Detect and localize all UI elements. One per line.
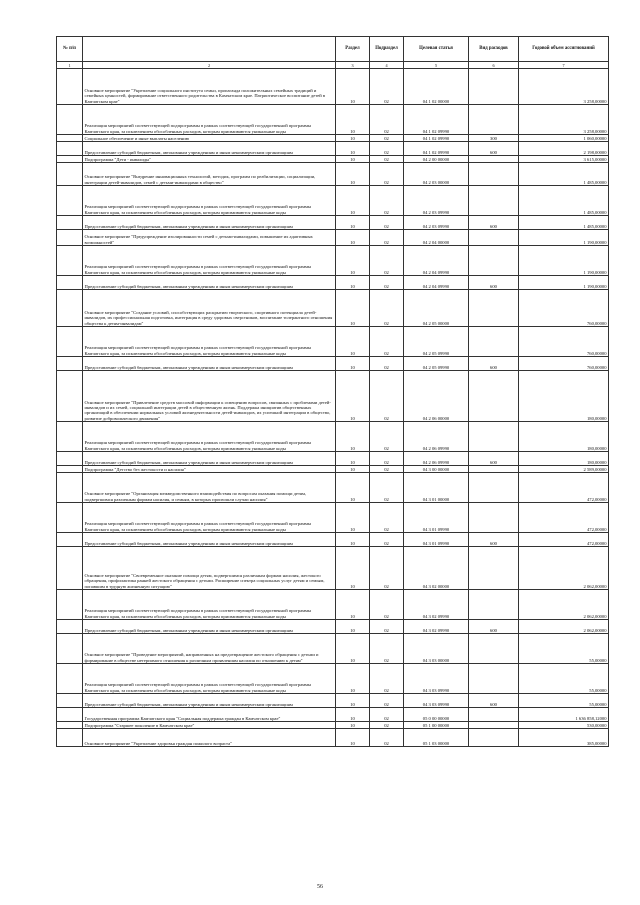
cell-num [57, 216, 83, 230]
table-row [57, 634, 609, 664]
cell-target: 04 2 06 09990 [404, 452, 469, 466]
cell-section: 10 [336, 230, 370, 246]
cell-amount: 2 589,00000 [519, 466, 609, 473]
cell-section: 10 [336, 142, 370, 156]
cell-num [57, 246, 83, 276]
cell-section: 10 [336, 290, 370, 327]
cell-section: 10 [336, 708, 370, 722]
header-row [57, 37, 609, 62]
cell-expense [469, 186, 519, 216]
cell-num [57, 69, 83, 105]
table-row [57, 708, 609, 722]
cell-expense [469, 246, 519, 276]
cell-expense [469, 371, 519, 422]
cell-section: 10 [336, 246, 370, 276]
cell-target: 04 2 03 09990 [404, 216, 469, 230]
cell-subsection: 02 [370, 163, 404, 186]
cell-expense [469, 466, 519, 473]
cell-expense [469, 664, 519, 694]
cell-expense: 600 [469, 142, 519, 156]
cell-subsection: 02 [370, 357, 404, 371]
cell-subsection: 02 [370, 290, 404, 327]
cell-section: 10 [336, 620, 370, 634]
col-index: 7 [519, 62, 609, 69]
cell-name: Подпрограмма "Старшее поколение в Камчатском крае" [83, 722, 336, 729]
cell-amount: 2 198,00000 [519, 142, 609, 156]
cell-expense [469, 156, 519, 163]
cell-subsection: 02 [370, 156, 404, 163]
cell-expense [469, 722, 519, 729]
cell-name: Государственная программа Камчатского края "Социальная поддержка граждан в Камчатском крае" [83, 708, 336, 722]
cell-num [57, 590, 83, 620]
col-header-expense: Вид расходов [469, 37, 519, 62]
cell-subsection: 02 [370, 371, 404, 422]
cell-target: 04 2 04 09990 [404, 246, 469, 276]
cell-target: 04 2 06 00000 [404, 371, 469, 422]
cell-amount: 55,00000 [519, 634, 609, 664]
cell-name: Основное мероприятие "Укрепление здоровья граждан пожилого возраста" [83, 729, 336, 747]
cell-expense [469, 163, 519, 186]
cell-name: Основное мероприятие "Организация межведомственного взаимодействия по вопросам оказания помощи детям, подвергшимся различным формам насилия, и семьям, в которых произошли случаи насилия" [83, 473, 336, 503]
cell-target: 04 2 05 00000 [404, 290, 469, 327]
cell-expense [469, 729, 519, 747]
col-index: 4 [370, 62, 404, 69]
cell-amount: 1 060,00000 [519, 135, 609, 142]
cell-num [57, 547, 83, 590]
cell-amount: 472,00000 [519, 503, 609, 533]
cell-amount: 760,00000 [519, 290, 609, 327]
cell-amount: 180,00000 [519, 422, 609, 452]
col-index: 6 [469, 62, 519, 69]
cell-expense [469, 69, 519, 105]
cell-section: 10 [336, 533, 370, 547]
cell-section: 10 [336, 590, 370, 620]
cell-section: 10 [336, 694, 370, 708]
cell-name: Основное мероприятие "Проведение мероприятий, направленных на предотвращение жестокого обращения с детьми и формирование в обществе нетерпимого отношения к различным проявлениям насилия по отношению к детям" [83, 634, 336, 664]
cell-subsection: 02 [370, 634, 404, 664]
cell-target: 04 2 03 00000 [404, 163, 469, 186]
cell-name: Основное мероприятие "Предупреждение изолированности семей с детьми-инвалидами, повышение их адаптивных возможностей" [83, 230, 336, 246]
cell-expense [469, 590, 519, 620]
cell-amount: 1 190,00000 [519, 246, 609, 276]
cell-subsection: 02 [370, 533, 404, 547]
col-header-num: № п/п [57, 37, 83, 62]
table-row [57, 694, 609, 708]
cell-target: 04 3 01 09990 [404, 533, 469, 547]
column-index-row [57, 62, 609, 69]
cell-target: 04 1 02 09990 [404, 105, 469, 135]
cell-amount: 2 062,00000 [519, 620, 609, 634]
cell-name: Реализация мероприятий соответствующей подпрограммы в рамках соответствующей государственной программы Камчатского края, за исключением обособленных расходов, которым присваиваются уникальные коды [83, 327, 336, 357]
cell-num [57, 230, 83, 246]
cell-amount: 3 258,00000 [519, 69, 609, 105]
table-row [57, 142, 609, 156]
cell-section: 10 [336, 216, 370, 230]
cell-name: Предоставление субсидий бюджетным, автономным учреждениям и иным некоммерческим организациям [83, 452, 336, 466]
cell-expense: 600 [469, 620, 519, 634]
cell-subsection: 02 [370, 729, 404, 747]
cell-section: 10 [336, 729, 370, 747]
table-row [57, 216, 609, 230]
cell-num [57, 503, 83, 533]
cell-amount: 1 636 858,12000 [519, 708, 609, 722]
cell-amount: 2 062,00000 [519, 590, 609, 620]
cell-expense: 600 [469, 276, 519, 290]
cell-name: Реализация мероприятий соответствующей подпрограммы в рамках соответствующей государственной программы Камчатского края, за исключением обособленных расходов, которым присваиваются уникальные коды [83, 503, 336, 533]
cell-target: 04 3 03 00000 [404, 634, 469, 664]
cell-target: 04 3 02 09990 [404, 590, 469, 620]
cell-amount: 1 485,00000 [519, 163, 609, 186]
cell-name: Основное мероприятие "Привлечение средств массовой информации к освещению вопросов, связанных с проблемами детей-инвалидов и их семей, социальной интеграции детей в общественную жизнь. Поддержка инициатив общественных организаций в обеспечении нормальных условий жизнедеятельности детей-инвалидов, их успешной интеграции в общество, развитие добровольческого движения" [83, 371, 336, 422]
cell-section: 10 [336, 156, 370, 163]
cell-target: 04 3 03 09990 [404, 664, 469, 694]
cell-num [57, 105, 83, 135]
cell-section: 10 [336, 466, 370, 473]
cell-name: Предоставление субсидий бюджетным, автономным учреждениям и иным некоммерческим организациям [83, 533, 336, 547]
cell-amount: 1 485,00000 [519, 186, 609, 216]
cell-amount: 1 190,00000 [519, 230, 609, 246]
cell-amount: 472,00000 [519, 473, 609, 503]
cell-num [57, 473, 83, 503]
cell-num [57, 142, 83, 156]
cell-num [57, 357, 83, 371]
col-header-target: Целевая статья [404, 37, 469, 62]
cell-subsection: 02 [370, 135, 404, 142]
cell-subsection: 02 [370, 664, 404, 694]
cell-num [57, 327, 83, 357]
cell-section: 10 [336, 722, 370, 729]
table-row [57, 290, 609, 327]
cell-name: Основное мероприятие "Создание условий, способствующих раскрытию творческого, спортивного потенциала детей-инвалидов, их профессиональная подготовка, интеграция в среду здоровых сверстников, воспитание толерантного отношения общества к детям-инвалидам" [83, 290, 336, 327]
cell-amount: 760,00000 [519, 357, 609, 371]
cell-num [57, 664, 83, 694]
table-row [57, 729, 609, 747]
cell-target: 04 2 05 09990 [404, 357, 469, 371]
table-row [57, 230, 609, 246]
table-row [57, 422, 609, 452]
cell-target: 05 1 03 00000 [404, 729, 469, 747]
cell-name: Реализация мероприятий соответствующей подпрограммы в рамках соответствующей государственной программы Камчатского края, за исключением обособленных расходов, которым присваиваются уникальные коды [83, 664, 336, 694]
budget-table [56, 36, 609, 747]
cell-subsection: 02 [370, 422, 404, 452]
table-row [57, 620, 609, 634]
table-row [57, 276, 609, 290]
cell-target: 04 3 03 09990 [404, 694, 469, 708]
cell-target: 04 3 00 00000 [404, 466, 469, 473]
table-row [57, 466, 609, 473]
cell-subsection: 02 [370, 590, 404, 620]
cell-name: Реализация мероприятий соответствующей подпрограммы в рамках соответствующей государственной программы Камчатского края, за исключением обособленных расходов, которым присваиваются уникальные коды [83, 422, 336, 452]
cell-name: Предоставление субсидий бюджетным, автономным учреждениям и иным некоммерческим организациям [83, 142, 336, 156]
cell-name: Основное мероприятие "Укрепление социального института семьи, пропаганда положительных семейных традиций и семейных ценностей, формирование ответственного родительства в Камчатском крае. Патриотическое воспитание детей в Камчатском крае" [83, 69, 336, 105]
table-row [57, 371, 609, 422]
table-row [57, 135, 609, 142]
cell-subsection: 02 [370, 722, 404, 729]
cell-num [57, 533, 83, 547]
cell-section: 10 [336, 503, 370, 533]
cell-name: Подпрограмма "Дети - инвалиды" [83, 156, 336, 163]
cell-section: 10 [336, 186, 370, 216]
cell-target: 05 0 00 00000 [404, 708, 469, 722]
table-row [57, 664, 609, 694]
col-header-amount: Годовой объем ассигнований [519, 37, 609, 62]
cell-section: 10 [336, 664, 370, 694]
cell-section: 10 [336, 452, 370, 466]
cell-subsection: 02 [370, 473, 404, 503]
cell-section: 10 [336, 547, 370, 590]
cell-subsection: 02 [370, 69, 404, 105]
cell-target: 04 2 03 09990 [404, 186, 469, 216]
cell-expense: 600 [469, 533, 519, 547]
cell-target: 04 2 05 09990 [404, 327, 469, 357]
cell-expense [469, 422, 519, 452]
cell-num [57, 290, 83, 327]
cell-target: 04 3 02 00000 [404, 547, 469, 590]
cell-name: Предоставление субсидий бюджетным, автономным учреждениям и иным некоммерческим организациям [83, 357, 336, 371]
cell-expense: 600 [469, 694, 519, 708]
cell-expense: 300 [469, 135, 519, 142]
cell-target: 04 2 06 09990 [404, 422, 469, 452]
table-row [57, 547, 609, 590]
cell-name: Предоставление субсидий бюджетным, автономным учреждениям и иным некоммерческим организациям [83, 694, 336, 708]
cell-amount: 55,00000 [519, 694, 609, 708]
cell-section: 10 [336, 135, 370, 142]
table-row [57, 69, 609, 105]
cell-name: Реализация мероприятий соответствующей подпрограммы в рамках соответствующей государственной программы Камчатского края, за исключением обособленных расходов, которым присваиваются уникальные коды [83, 590, 336, 620]
cell-subsection: 02 [370, 327, 404, 357]
table-row [57, 186, 609, 216]
cell-subsection: 02 [370, 466, 404, 473]
cell-section: 10 [336, 634, 370, 664]
cell-num [57, 186, 83, 216]
table-row [57, 156, 609, 163]
cell-target: 04 1 02 09990 [404, 135, 469, 142]
cell-num [57, 156, 83, 163]
table-row [57, 590, 609, 620]
cell-expense [469, 290, 519, 327]
cell-num [57, 163, 83, 186]
cell-section: 10 [336, 357, 370, 371]
cell-subsection: 02 [370, 276, 404, 290]
cell-amount: 180,00000 [519, 452, 609, 466]
cell-target: 04 3 01 09990 [404, 503, 469, 533]
cell-subsection: 02 [370, 708, 404, 722]
cell-name: Подпрограмма "Детство без жестокости и насилия" [83, 466, 336, 473]
cell-target: 04 3 01 00000 [404, 473, 469, 503]
cell-section: 10 [336, 422, 370, 452]
col-header-subsection: Подраздел [370, 37, 404, 62]
cell-expense [469, 327, 519, 357]
cell-subsection: 02 [370, 186, 404, 216]
cell-expense [469, 473, 519, 503]
cell-expense [469, 503, 519, 533]
table-row [57, 327, 609, 357]
table-row [57, 452, 609, 466]
cell-name: Социальное обеспечение и иные выплаты населению [83, 135, 336, 142]
cell-num [57, 422, 83, 452]
cell-num [57, 722, 83, 729]
cell-name: Реализация мероприятий соответствующей подпрограммы в рамках соответствующей государственной программы Камчатского края, за исключением обособленных расходов, которым присваиваются уникальные коды [83, 186, 336, 216]
cell-amount: 180,00000 [519, 371, 609, 422]
cell-num [57, 276, 83, 290]
table-row [57, 533, 609, 547]
cell-expense [469, 105, 519, 135]
cell-section: 10 [336, 327, 370, 357]
cell-subsection: 02 [370, 694, 404, 708]
cell-section: 10 [336, 371, 370, 422]
col-header-section: Раздел [336, 37, 370, 62]
cell-expense: 600 [469, 216, 519, 230]
page-number: 56 [317, 884, 323, 890]
cell-name: Реализация мероприятий соответствующей подпрограммы в рамках соответствующей государственной программы Камчатского края, за исключением обособленных расходов, которым присваиваются уникальные коды [83, 246, 336, 276]
cell-amount: 55,00000 [519, 664, 609, 694]
col-index: 2 [83, 62, 336, 69]
cell-num [57, 135, 83, 142]
cell-expense: 600 [469, 452, 519, 466]
cell-amount: 530,00000 [519, 722, 609, 729]
cell-num [57, 729, 83, 747]
cell-expense [469, 230, 519, 246]
cell-section: 10 [336, 276, 370, 290]
cell-amount: 760,00000 [519, 327, 609, 357]
table-body [57, 69, 609, 747]
cell-name: Основное мероприятие "Своевременное оказание помощи детям, подвергшимся различным формам насилия, жестокого обращения, профилактика ранней жестокого обращения с детьми. Расширение спектра социальных услуг детям и семьям, попавшим в трудную жизненную ситуацию" [83, 547, 336, 590]
cell-subsection: 02 [370, 246, 404, 276]
table-row [57, 105, 609, 135]
cell-subsection: 02 [370, 105, 404, 135]
table-row [57, 722, 609, 729]
cell-subsection: 02 [370, 142, 404, 156]
col-index: 5 [404, 62, 469, 69]
cell-section: 10 [336, 473, 370, 503]
cell-num [57, 371, 83, 422]
table-row [57, 357, 609, 371]
table-row [57, 246, 609, 276]
cell-target: 04 1 02 09990 [404, 142, 469, 156]
cell-amount: 1 190,00000 [519, 276, 609, 290]
cell-expense: 600 [469, 357, 519, 371]
col-index: 1 [57, 62, 83, 69]
cell-expense [469, 634, 519, 664]
cell-subsection: 02 [370, 452, 404, 466]
cell-target: 04 2 04 00000 [404, 230, 469, 246]
cell-name: Предоставление субсидий бюджетным, автономным учреждениям и иным некоммерческим организациям [83, 216, 336, 230]
cell-target: 04 1 02 00000 [404, 69, 469, 105]
cell-num [57, 708, 83, 722]
cell-target: 04 3 02 09990 [404, 620, 469, 634]
cell-target: 05 1 00 00000 [404, 722, 469, 729]
cell-subsection: 02 [370, 503, 404, 533]
cell-amount: 2 062,00000 [519, 547, 609, 590]
cell-name: Основное мероприятие "Внедрение инновационных технологий, методик, программ по реабилитации, социализации, интеграции детей-инвалидов, семей с детьми-инвалидами в общество" [83, 163, 336, 186]
cell-target: 04 2 04 09990 [404, 276, 469, 290]
cell-subsection: 02 [370, 547, 404, 590]
cell-num [57, 694, 83, 708]
cell-num [57, 620, 83, 634]
cell-num [57, 634, 83, 664]
cell-name: Предоставление субсидий бюджетным, автономным учреждениям и иным некоммерческим организациям [83, 276, 336, 290]
cell-amount: 3 615,00000 [519, 156, 609, 163]
cell-section: 10 [336, 163, 370, 186]
table-row [57, 503, 609, 533]
cell-section: 10 [336, 69, 370, 105]
cell-amount: 385,00000 [519, 729, 609, 747]
cell-subsection: 02 [370, 620, 404, 634]
table-row [57, 163, 609, 186]
cell-expense [469, 708, 519, 722]
cell-name: Реализация мероприятий соответствующей подпрограммы в рамках соответствующей государственной программы Камчатского края, за исключением обособленных расходов, которым присваиваются уникальные коды [83, 105, 336, 135]
cell-amount: 3 258,00000 [519, 105, 609, 135]
cell-expense [469, 547, 519, 590]
cell-num [57, 452, 83, 466]
cell-subsection: 02 [370, 230, 404, 246]
cell-num [57, 466, 83, 473]
cell-subsection: 02 [370, 216, 404, 230]
table-row [57, 473, 609, 503]
col-index: 3 [336, 62, 370, 69]
col-header-name [83, 37, 336, 62]
cell-section: 10 [336, 105, 370, 135]
cell-target: 04 2 00 00000 [404, 156, 469, 163]
cell-name: Предоставление субсидий бюджетным, автономным учреждениям и иным некоммерческим организациям [83, 620, 336, 634]
cell-amount: 1 485,00000 [519, 216, 609, 230]
cell-amount: 472,00000 [519, 533, 609, 547]
